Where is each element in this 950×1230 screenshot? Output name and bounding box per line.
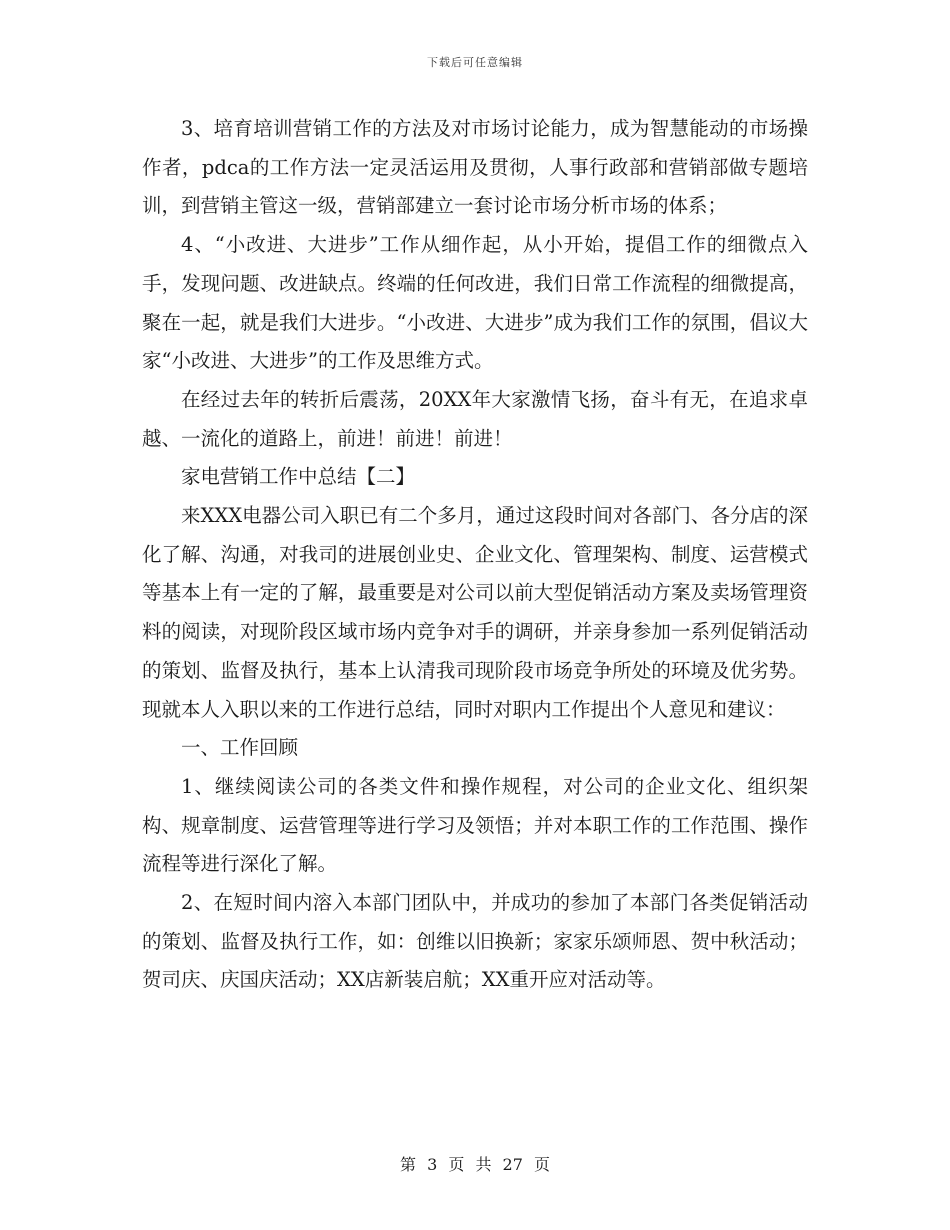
paragraph-review-2: 2、在短时间内溶入本部门团队中，并成功的参加了本部门各类促销活动的策划、监督及执行工作，如：创维以旧换新；家家乐颂师恩、贺中秋活动；贺司庆、庆国庆活动；XX店新装启航；XX重开应对活动等。	[142, 891, 808, 992]
document-body	[142, 110, 808, 1000]
page-header: 下载后可任意编辑	[427, 56, 523, 69]
paragraph-item-3: 3、培育培训营销工作的方法及对市场讨论能力，成为智慧能动的市场操作者，pdca的工作方法一定灵活运用及贯彻，人事行政部和营销部做专题培训，到营销主管这一级，营销部建立一套讨论市场分析市场的体系；	[142, 117, 808, 218]
paragraph-review-1: 1、继续阅读公司的各类文件和操作规程，对公司的企业文化、组织架构、规章制度、运营管理等进行学习及领悟；并对本职工作的工作范围、操作流程等进行深化了解。	[142, 774, 808, 876]
paragraph-intro: 来XXX电器公司入职已有二个多月，通过这段时间对各部门、各分店的深化了解、沟通，对我司的进展创业史、企业文化、管理架构、制度、运营模式等基本上有一定的了解，最重要是对公司以前大型促销活动方案及卖场管理资料的阅读，对现阶段区域市场内竞争对手的调研，并亲身参加一系列促销活动的策划、监督及执行，基本上认清我司现阶段市场竞争所处的环境及优劣势。现就本人入职以来的工作进行总结，同时对职内工作提出个人意见和建议：	[142, 504, 808, 721]
paragraph-closing: 在经过去年的转折后震荡，20XX年大家激情飞扬，奋斗有无，在追求卓越、一流化的道路上，前进！前进！前进！	[142, 387, 808, 450]
paragraph-item-4: 4、“小改进、大进步”工作从细作起，从小开始，提倡工作的细微点入手，发现问题、改进缺点。终端的任何改进，我们日常工作流程的细微提高，聚在一起，就是我们大进步。“小改进、大进步”成为我们工作的氛围，倡议大家“小改进、大进步”的工作及思维方式。	[142, 233, 808, 373]
page-number: 第 3 页 共 27 页	[400, 1155, 550, 1174]
subsection-heading: 一、工作回顾	[181, 736, 299, 760]
section-title: 家电营销工作中总结【二】	[181, 465, 416, 489]
